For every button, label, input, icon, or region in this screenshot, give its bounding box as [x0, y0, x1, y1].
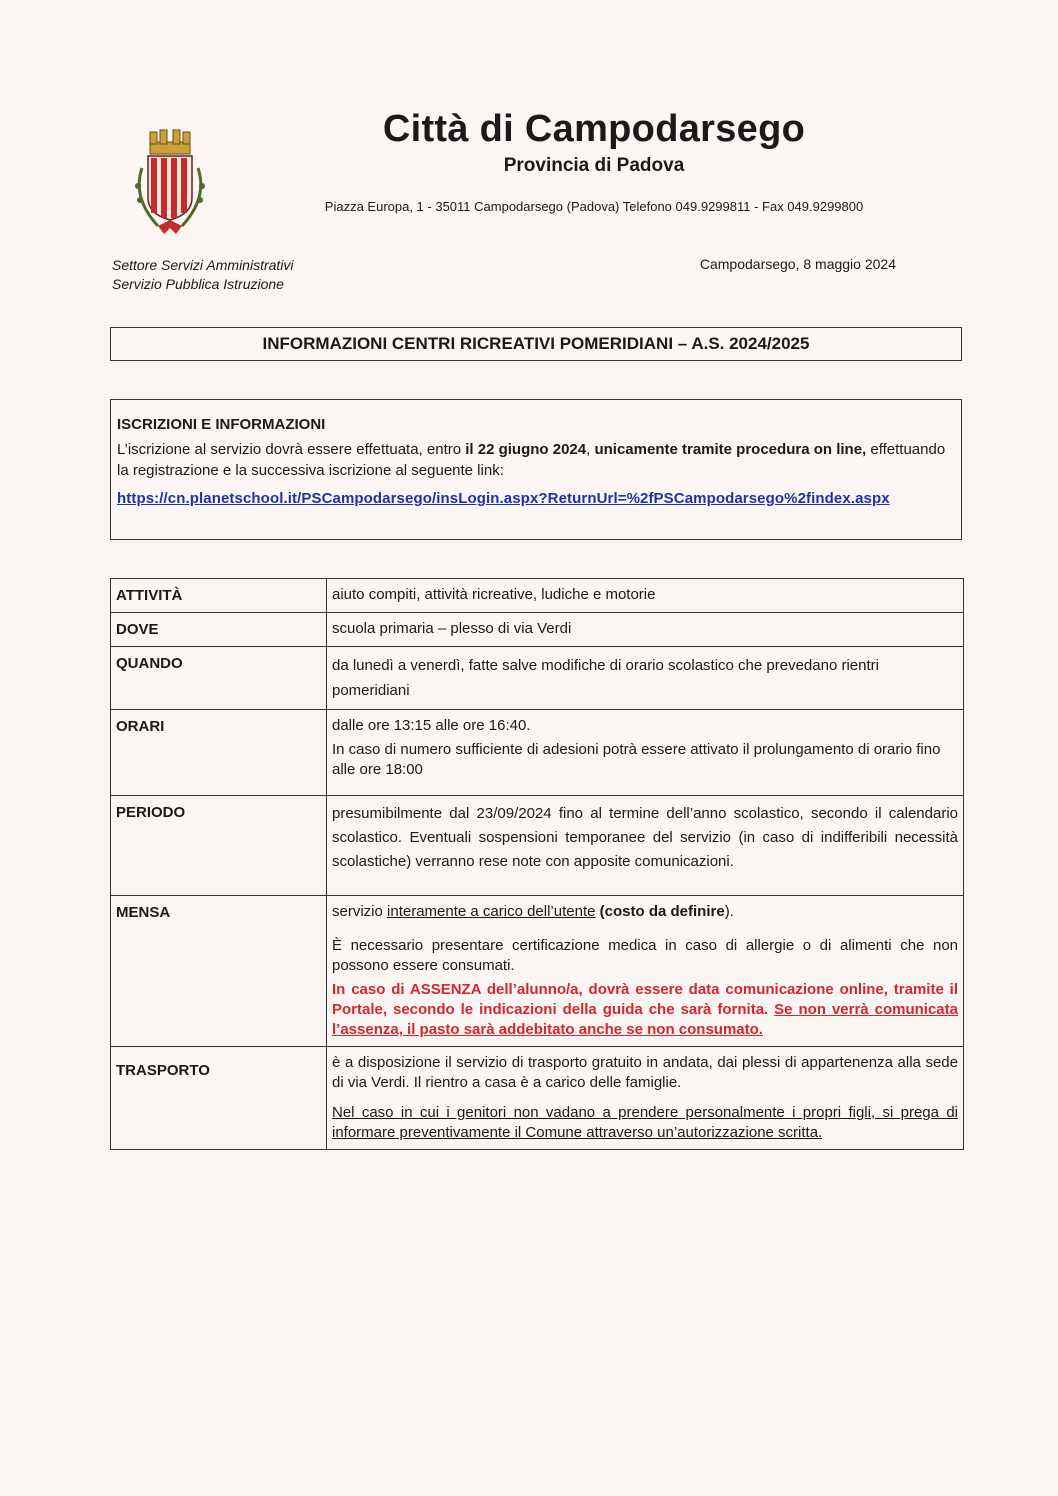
row-label-mensa: MENSA [111, 896, 327, 1047]
row-value-periodo: presumibilmente dal 23/09/2024 fino al termine dell’anno scolastico, secondo il calendario scolastico. Eventuali sospensioni temporanee del servizio (in caso di indifferibili necessità scolastiche) verranno rese note con apposite comunicazioni. [327, 796, 964, 896]
trasporto-text-1: è a disposizione il servizio di trasporto gratuito in andata, dai plessi di appartenenza alla sede di via Verdi. Il rientro a casa è a carico delle famiglie. [332, 1054, 958, 1091]
document-banner: INFORMAZIONI CENTRI RICREATIVI POMERIDIANI – A.S. 2024/2025 [110, 327, 962, 361]
table-row [111, 796, 964, 896]
mensa-text-5: ). [724, 903, 734, 920]
table-row [111, 579, 964, 613]
sender-line-1: Settore Servizi Amministrativi [112, 257, 294, 273]
table-row [111, 710, 964, 796]
row-value-trasporto [327, 1047, 964, 1150]
row-value-quando: da lunedì a venerdì, fatte salve modifiche di orario scolastico che prevedano rientri pomeridiani [327, 647, 964, 710]
registration-heading: ISCRIZIONI E INFORMAZIONI [117, 416, 326, 433]
row-value-dove: scuola primaria – plesso di via Verdi [327, 613, 964, 647]
mensa-absence-notice [332, 980, 958, 1040]
trasporto-text-2: Nel caso in cui i genitori non vadano a prendere personalmente i propri figli, si prega di informare preventivamente il Comune attraverso un’autorizzazione scritta. [332, 1104, 958, 1141]
registration-text-e: effettuando la registrazione e la successiva iscrizione al seguente link: [117, 441, 946, 479]
row-label-attivita: ATTIVITÀ [111, 579, 327, 613]
address-line: Piazza Europa, 1 - 35011 Campodarsego (Padova) Telefono 049.9299811 - Fax 049.9299800 [324, 199, 864, 214]
row-value-orari [327, 710, 964, 796]
orari-text-1: dalle ore 13:15 alle ore 16:40. [332, 717, 531, 734]
registration-text-c: , [586, 441, 595, 458]
orari-text-2: In caso di numero sufficiente di adesioni potrà essere attivato il prolungamento di orario fino alle ore 18:00 [332, 741, 941, 778]
info-table [110, 578, 964, 1150]
sender-block [112, 256, 294, 294]
table-row [111, 613, 964, 647]
registration-deadline: il 22 giugno 2024 [465, 441, 587, 458]
document-date: Campodarsego, 8 maggio 2024 [699, 256, 896, 272]
registration-box [110, 399, 962, 540]
row-label-dove: DOVE [111, 613, 327, 647]
row-value-mensa [327, 896, 964, 1047]
mensa-text-4: (costo da definire [599, 903, 725, 920]
mensa-text-1: servizio [332, 903, 388, 920]
row-value-attivita: aiuto compiti, attività ricreative, ludiche e motorie [327, 579, 964, 613]
table-row [111, 647, 964, 710]
table-row [111, 896, 964, 1047]
sender-line-2: Servizio Pubblica Istruzione [112, 276, 284, 292]
page-subtitle: Provincia di Padova [503, 155, 685, 176]
mensa-cost [332, 902, 958, 922]
row-label-quando: QUANDO [111, 647, 327, 710]
registration-text [117, 439, 955, 481]
row-label-orari: ORARI [111, 710, 327, 796]
table-row [111, 1047, 964, 1150]
mensa-absence-text: In caso di ASSENZA dell’alunno/a, dovrà essere data comunicazione online, tramite il Portale, secondo le indicazioni della guida che sarà fornita. [332, 981, 958, 1018]
mensa-text-2: interamente a carico dell’utente [387, 903, 596, 920]
registration-link[interactable]: https://cn.planetschool.it/PSCampodarsego/insLogin.aspx?ReturnUrl=%2fPSCampodarsego%2findex.aspx [117, 490, 890, 507]
page-title: Città di Campodarsego [382, 108, 806, 150]
mensa-certification: È necessario presentare certificazione medica in caso di allergie o di alimenti che non possono essere consumati. [332, 937, 958, 974]
registration-text-a: L’iscrizione al servizio dovrà essere effettuata, entro [117, 441, 466, 458]
row-label-trasporto: TRASPORTO [111, 1047, 327, 1150]
row-label-periodo: PERIODO [111, 796, 327, 896]
mensa-absence-warning: Se non verrà comunicata l’assenza, il pasto sarà addebitato anche se non consumato. [332, 1001, 958, 1038]
registration-online-only: unicamente tramite procedura on line, [594, 441, 867, 458]
